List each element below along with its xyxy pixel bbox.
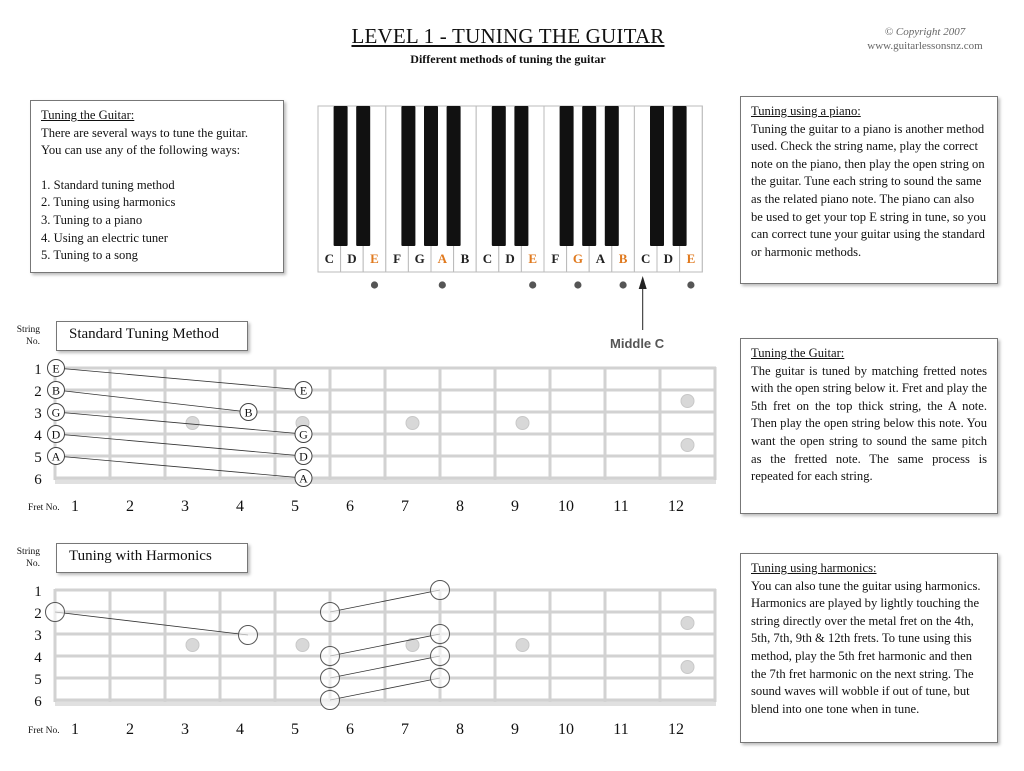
fret-number: 12	[668, 498, 684, 515]
piano-key-label: B	[618, 251, 628, 266]
fret-marker	[296, 639, 309, 652]
piano-key-label: D	[347, 251, 357, 266]
fret-no-label: Fret No.	[28, 503, 60, 513]
harmonic-point-circle	[239, 626, 258, 645]
fret-marker	[681, 617, 694, 630]
fret-number: 1	[71, 721, 79, 738]
string-note-dot	[687, 281, 694, 288]
piano-key-label: G	[572, 251, 583, 266]
fret-number: 11	[613, 721, 629, 738]
piano-key-label: F	[393, 251, 402, 266]
harmonic-point-circle	[321, 603, 340, 622]
fret-number: 5	[291, 721, 299, 738]
piano-body: Tuning the guitar to a piano is another method used. Check the string name, play the correct note on the piano, then play the open string on the guitar. Tune each string to sound the same as the related piano note. The piano can also be used to get your top E string in tune, so you can correct tune your guitar using the standard or harmonic methods.	[751, 121, 987, 259]
string-number: 6	[34, 694, 42, 710]
fret-number: 6	[346, 498, 354, 515]
piano-key-label: B	[460, 251, 470, 266]
piano-key-label: G	[414, 251, 425, 266]
open-note-label: D	[51, 427, 61, 442]
fret-number: 5	[291, 498, 299, 515]
piano-black-key	[424, 106, 438, 246]
fret-marker	[516, 417, 529, 430]
fret-marker	[186, 639, 199, 652]
piano-key-label: C	[641, 251, 651, 266]
standard-diagram-title: Standard Tuning Method	[56, 321, 248, 351]
piano-black-key	[401, 106, 415, 246]
fret-marker	[406, 417, 419, 430]
fretted-note-label: E	[299, 383, 308, 398]
open-note-label: E	[52, 361, 60, 376]
ways-item-1: 1. Standard tuning method	[41, 177, 175, 192]
fret-number: 7	[401, 721, 409, 738]
string-number: 1	[34, 584, 42, 600]
fret-number: 11	[613, 498, 629, 515]
piano-key-label: A	[595, 251, 606, 266]
harmonics-diagram-title: Tuning with Harmonics	[56, 543, 248, 573]
piano-key-label: C	[482, 251, 493, 266]
fret-number: 10	[558, 721, 574, 738]
tuning-connector-line	[56, 456, 304, 478]
open-note-label: B	[51, 383, 61, 398]
string-note-dot	[620, 281, 627, 288]
string-number: 5	[34, 672, 42, 688]
piano-black-key	[560, 106, 574, 246]
string-number: 3	[34, 406, 42, 422]
ways-item-5: 5. Tuning to a song	[41, 248, 138, 263]
string-number: 2	[34, 384, 42, 400]
piano-key-label: E	[528, 251, 538, 266]
harmonic-point-circle	[431, 581, 450, 600]
piano-key-label: A	[437, 251, 447, 266]
string-note-dot	[574, 281, 581, 288]
harmonic-point-circle	[321, 647, 340, 666]
fret-marker	[681, 395, 694, 408]
fret-number: 3	[181, 721, 189, 738]
piano-key-label: E	[686, 251, 696, 266]
fretted-note-label: A	[299, 471, 308, 486]
piano-key-label: D	[505, 251, 515, 266]
fret-number: 8	[456, 498, 464, 515]
harmonic-point-circle	[321, 691, 340, 710]
harmonic-point-circle	[431, 669, 450, 688]
harmonic-point-circle	[321, 669, 340, 688]
string-no-label: String No.	[16, 547, 40, 569]
open-note-label: G	[51, 405, 61, 420]
ways-intro-2: You can use any of the following ways:	[41, 143, 241, 158]
piano-black-key	[447, 106, 461, 246]
string-number: 6	[34, 472, 42, 488]
tuning-connector-line	[56, 368, 304, 390]
page-subtitle: Different methods of tuning the guitar	[410, 52, 606, 66]
standard-body: The guitar is tuned by matching fretted notes with the open string below it. Fret and play the 5th fret on the top thick string, the A note. Then play the open string below this note. You want the open string to sound the same pitch as the fretted note. The same process is repeated for each string.	[751, 363, 987, 484]
piano-key-label: D	[663, 251, 673, 266]
string-number: 5	[34, 450, 42, 466]
string-no-label: String No.	[16, 325, 40, 347]
string-number: 2	[34, 606, 42, 622]
string-note-dot	[529, 281, 536, 288]
fret-number: 2	[126, 721, 134, 738]
fret-number: 12	[668, 721, 684, 738]
string-number: 1	[34, 362, 42, 378]
fret-number: 4	[236, 498, 244, 515]
piano-black-key	[673, 106, 687, 246]
fret-marker	[681, 439, 694, 452]
page-title: LEVEL 1 - TUNING THE GUITAR	[351, 24, 665, 48]
harmonics-heading: Tuning using harmonics:	[751, 561, 877, 575]
fret-marker	[681, 661, 694, 674]
fret-number: 3	[181, 498, 189, 515]
fret-number: 4	[236, 721, 244, 738]
ways-item-4: 4. Using an electric tuner	[41, 230, 168, 245]
piano-black-key	[605, 106, 619, 246]
piano-black-key	[356, 106, 370, 246]
fret-number: 9	[511, 721, 519, 738]
piano-black-key	[650, 106, 664, 246]
ways-intro-1: There are several ways to tune the guitar.	[41, 125, 249, 140]
piano-black-key	[492, 106, 506, 246]
piano-black-key	[514, 106, 528, 246]
fret-number: 7	[401, 498, 409, 515]
ways-heading: Tuning the Guitar:	[41, 108, 135, 122]
piano-key-label: C	[324, 251, 334, 266]
harmonic-point-circle	[46, 603, 65, 622]
standard-heading: Tuning the Guitar:	[751, 346, 845, 360]
piano-black-key	[582, 106, 596, 246]
fret-number: 9	[511, 498, 519, 515]
middle-c-label: Middle C	[610, 336, 665, 351]
fret-number: 8	[456, 721, 464, 738]
fret-number: 2	[126, 498, 134, 515]
fret-marker	[516, 639, 529, 652]
fret-marker	[186, 417, 199, 430]
string-number: 4	[34, 650, 42, 666]
ways-item-2: 2. Tuning using harmonics	[41, 195, 176, 210]
copyright-text: © Copyright 2007	[884, 26, 966, 38]
ways-item-3: 3. Tuning to a piano	[41, 212, 143, 227]
open-note-label: A	[51, 449, 61, 464]
fretted-note-label: B	[244, 405, 253, 420]
fret-number: 6	[346, 721, 354, 738]
string-note-dot	[439, 281, 446, 288]
website-link[interactable]: www.guitarlessonsnz.com	[867, 40, 983, 52]
middle-c-arrowhead	[639, 276, 647, 289]
harmonic-point-circle	[431, 625, 450, 644]
fret-number: 1	[71, 498, 79, 515]
fretted-note-label: D	[299, 449, 308, 464]
harmonic-point-circle	[431, 647, 450, 666]
string-number: 3	[34, 628, 42, 644]
fret-no-label: Fret No.	[28, 726, 60, 736]
piano-black-key	[334, 106, 348, 246]
fretted-note-label: G	[299, 427, 308, 442]
string-number: 4	[34, 428, 42, 444]
fret-number: 10	[558, 498, 574, 515]
string-note-dot	[371, 281, 378, 288]
piano-heading: Tuning using a piano:	[751, 104, 861, 118]
tuning-connector-line	[56, 434, 304, 456]
piano-key-label: F	[551, 251, 560, 266]
piano-key-label: E	[370, 251, 379, 266]
tuning-connector-line	[56, 412, 304, 434]
harmonics-body: You can also tune the guitar using harmonics. Harmonics are played by lightly touching the string directly over the metal fret on the 4th, 5th, 7th, 9th & 12th frets. To tune using this method, play the 5th fret harmonic and then the 7th fret harmonic on the next string. The sound waves will wobble if out of tune, but blend into one tone when in tune.	[751, 578, 981, 716]
